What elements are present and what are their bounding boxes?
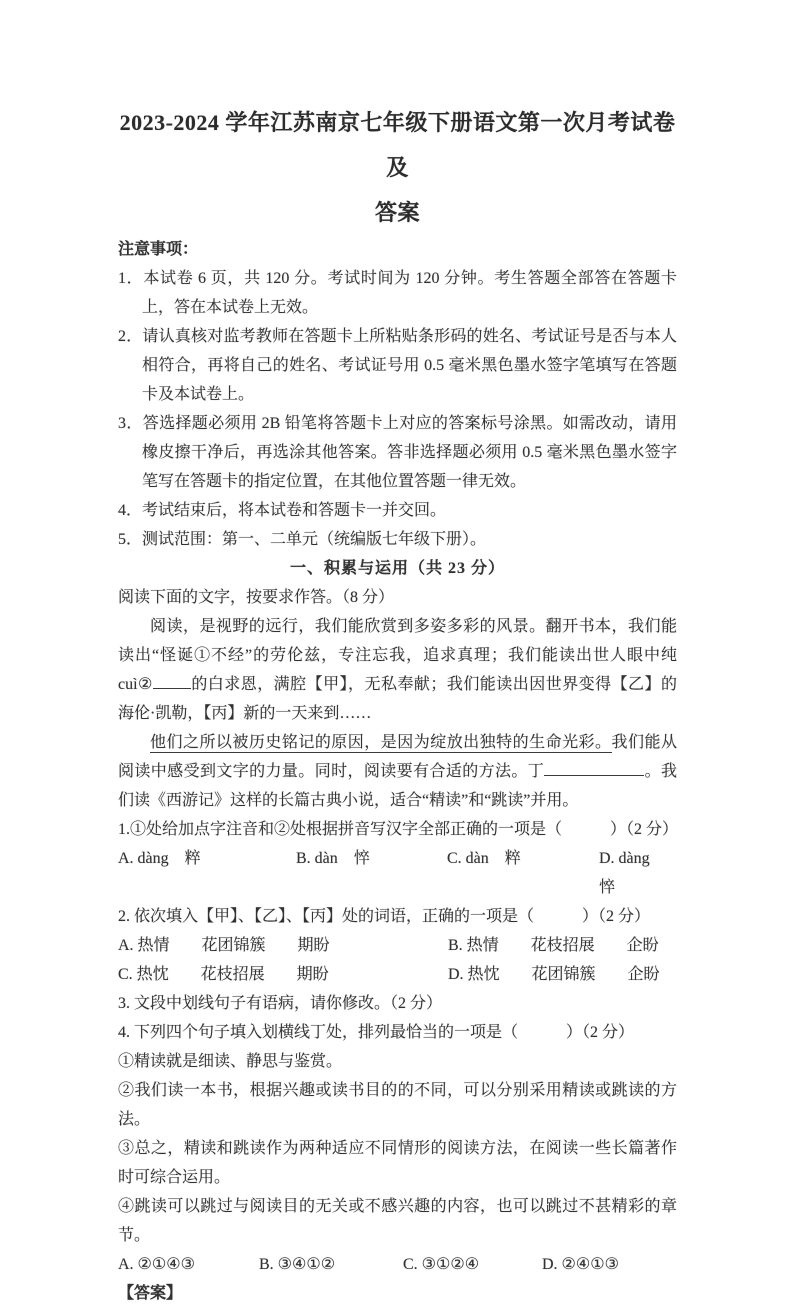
question-2-options <box>118 931 677 989</box>
notice-item-2: 2．请认真核对监考教师在答题卡上所粘贴条形码的姓名、考试证号是否与本人相符合，再将自己的姓名、考试证号用 0.5 毫米黑色墨水签字笔填写在答题卡及本试卷上。 <box>118 328 677 403</box>
question-4-sentence-3: ③总之，精读和跳读作为两种适应不同情形的阅读方法，在阅读一些长篇著作时可综合运用。 <box>118 1140 677 1186</box>
question-4-sentence-1: ①精读就是细读、静思与鉴赏。 <box>118 1053 343 1070</box>
question-1-option-c: C. dàn 粹 <box>447 850 521 867</box>
ding-blank-line <box>544 760 644 776</box>
notice-item-1: 1．本试卷 6 页，共 120 分。考试时间为 120 分钟。考生答题全部答在答题卡上，答在本试卷上无效。 <box>118 270 677 316</box>
question-2-option-b: B. 热情 花枝招展 企盼 <box>448 937 659 954</box>
passage-p1-text-1: 阅读，是视野的远行，我们能欣赏到多姿多彩的风景。翻开书本，我们能读出“怪诞①不经”的劳伦兹，专注忘我，追求真理；我们能读出世人眼中纯 cuì② <box>118 618 677 693</box>
notices-heading: 注意事项： <box>118 241 199 258</box>
passage-p2-text-2: 我们能从阅读中感受到文字的力量。同时，阅读要有合适的方法。丁 <box>118 734 677 780</box>
document-body <box>118 235 677 1308</box>
question-2-stem: 2. 依次填入【甲】、【乙】、【丙】处的词语，正确的一项是（ ）（2 分） <box>118 908 651 925</box>
question-4-options <box>118 1250 677 1279</box>
question-4-stem: 4. 下列四个句子填入划横线丁处，排列最恰当的一项是（ ）（2 分） <box>118 1024 635 1041</box>
passage-p1-text-2: 的白求恩，满腔【甲】，无私奉献；我们能读出因世界变得【乙】的海伦·凯勒，【丙】新的一天来到…… <box>118 676 677 722</box>
pinyin-blank-line <box>153 673 191 689</box>
question-4-sentences <box>118 1047 677 1250</box>
question-1-stem: 1.①处给加点字注音和②处根据拼音写汉字全部正确的一项是（ ）（2 分） <box>118 821 679 838</box>
question-3-stem: 3. 文段中划线句子有语病，请你修改。（2 分） <box>118 995 443 1012</box>
question-1-options <box>118 844 677 902</box>
question-4-sentence-2: ②我们读一本书，根据兴趣或读书目的的不同，可以分别采用精读或跳读的方法。 <box>118 1082 677 1128</box>
question-2-option-a: A. 热情 花团锦簇 期盼 <box>118 937 330 954</box>
question-1-option-d: D. dàng 悴 <box>599 850 666 896</box>
notice-item-4: 4．考试结束后，将本试卷和答题卡一并交回。 <box>118 502 447 519</box>
question-2-option-c: C. 热忱 花枝招展 期盼 <box>118 966 329 983</box>
notice-item-3: 3．答选择题必须用 2B 铅笔将答题卡上对应的答案标号涂黑。如需改动，请用橡皮擦干净后，再选涂其他答案。答非选择题必须用 0.5 毫米黑色墨水签字笔写在答题卡的指定位置，在其他位置答题一律无效。 <box>118 415 677 490</box>
notice-item-5: 5．测试范围：第一、二单元（统编版七年级下册）。 <box>118 531 487 548</box>
reading-passage <box>118 612 677 815</box>
passage-paragraph-1 <box>118 612 677 728</box>
question-4-option-b: B. ③④①② <box>259 1256 336 1273</box>
passage-paragraph-2 <box>118 728 677 815</box>
question-4-option-c: C. ③①②④ <box>403 1256 480 1273</box>
underlined-sentence: 他们之所以被历史铭记的原因，是因为绽放出独特的生命光彩。 <box>150 734 612 751</box>
question-2-option-d: D. 热忱 花团锦簇 企盼 <box>448 966 660 983</box>
question-4-option-a: A. ②①④③ <box>118 1256 195 1273</box>
section-heading: 一、积累与运用（共 23 分） <box>289 560 505 577</box>
document-title-line1: 2023-2024 学年江苏南京七年级下册语文第一次月考试卷及 <box>119 110 676 180</box>
section-intro: 阅读下面的文字，按要求作答。（8 分） <box>118 589 395 606</box>
answer-section-label: 【答案】 <box>118 1285 183 1302</box>
question-4-sentence-4: ④跳读可以跳过与阅读目的无关或不感兴趣的内容，也可以跳过不甚精彩的章节。 <box>118 1198 677 1244</box>
question-4-option-d: D. ②④①③ <box>542 1256 619 1273</box>
notices-list <box>118 264 677 554</box>
document-title-line2: 答案 <box>374 200 420 225</box>
question-1-option-a: A. dàng 粹 <box>118 850 201 867</box>
question-1-option-b: B. dàn 悴 <box>296 850 370 867</box>
passage-p2-text-3: 。我们读《西游记》这样的长篇古典小说，适合“精读”和“跳读”并用。 <box>118 763 677 809</box>
document-title <box>118 100 677 235</box>
